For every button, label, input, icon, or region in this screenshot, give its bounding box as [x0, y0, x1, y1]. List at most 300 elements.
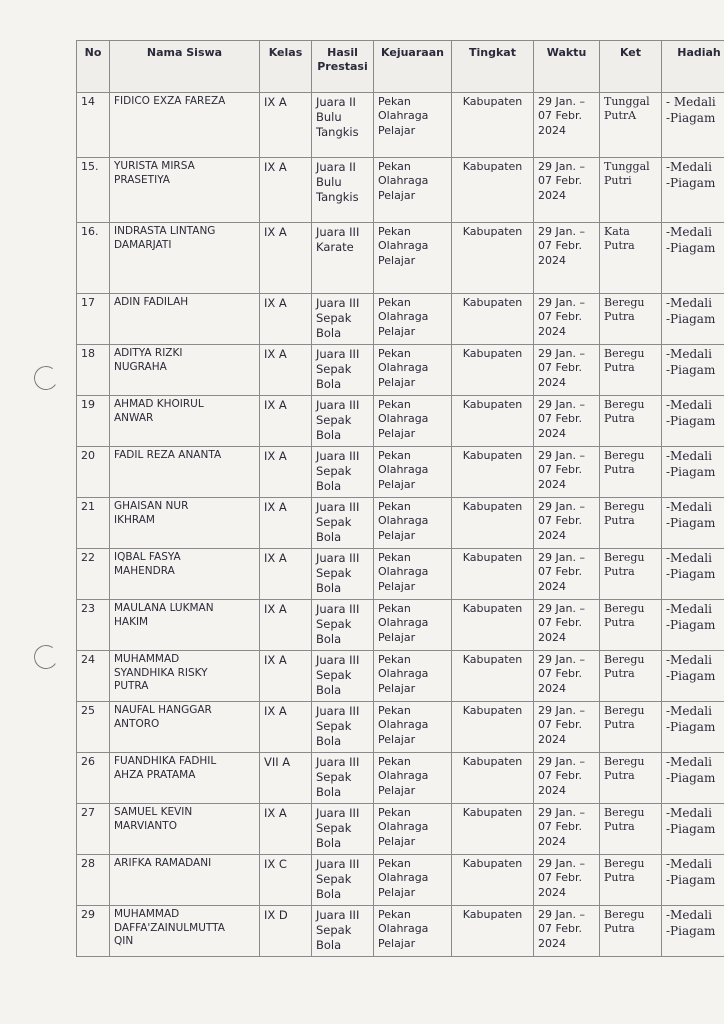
table-row: [77, 223, 724, 294]
cell-ket-text: Beregu Putra: [604, 449, 645, 477]
cell-hasil: [312, 223, 374, 294]
cell-kejuaraan: [374, 294, 452, 345]
cell-hasil-text: Juara III Sepak Bola: [316, 857, 360, 901]
table-row: [77, 549, 724, 600]
cell-ket: [600, 804, 662, 855]
cell-kejuaraan: [374, 447, 452, 498]
cell-waktu-text: 29 Jan. – 07 Febr. 2024: [538, 551, 585, 593]
cell-no-text: 21: [81, 500, 95, 513]
cell-hasil-text: Juara II Bulu Tangkis: [316, 95, 359, 139]
cell-no-text: 14: [81, 95, 95, 108]
table-row: [77, 753, 724, 804]
cell-kejuaraan-text: Pekan Olahraga Pelajar: [378, 857, 429, 899]
cell-ket-text: Beregu Putra: [604, 602, 645, 630]
cell-hadiah: [662, 906, 724, 957]
cell-waktu-text: 29 Jan. – 07 Febr. 2024: [538, 602, 585, 644]
cell-ket: [600, 549, 662, 600]
cell-waktu-text: 29 Jan. – 07 Febr. 2024: [538, 95, 585, 137]
cell-kejuaraan: [374, 223, 452, 294]
cell-kelas: [260, 549, 312, 600]
cell-kelas-text: IX A: [264, 500, 287, 514]
cell-hasil: [312, 294, 374, 345]
cell-no: [77, 855, 110, 906]
cell-tingkat: [452, 600, 534, 651]
cell-nama-text: SAMUEL KEVIN MARVIANTO: [114, 806, 193, 832]
cell-hadiah-text: - Medali -Piagam: [666, 95, 716, 125]
cell-ket-text: Beregu Putra: [604, 347, 645, 375]
cell-kelas-text: IX A: [264, 160, 287, 174]
cell-waktu-text: 29 Jan. – 07 Febr. 2024: [538, 500, 585, 542]
cell-kejuaraan-text: Pekan Olahraga Pelajar: [378, 755, 429, 797]
cell-tingkat-text: Kabupaten: [462, 704, 523, 717]
cell-tingkat: [452, 804, 534, 855]
cell-no-text: 19: [81, 398, 95, 411]
cell-no: [77, 345, 110, 396]
cell-waktu: [534, 702, 600, 753]
cell-tingkat-text: Kabupaten: [462, 806, 523, 819]
cell-hasil: [312, 804, 374, 855]
cell-kelas-text: IX A: [264, 449, 287, 463]
cell-kelas: [260, 345, 312, 396]
cell-kelas: [260, 223, 312, 294]
cell-waktu-text: 29 Jan. – 07 Febr. 2024: [538, 398, 585, 440]
cell-ket: [600, 600, 662, 651]
cell-nama: [110, 651, 260, 702]
cell-no: [77, 906, 110, 957]
cell-hasil: [312, 396, 374, 447]
header-hadiah: Hadiah: [662, 41, 724, 93]
cell-hasil-text: Juara III Sepak Bola: [316, 500, 360, 544]
cell-no-text: 27: [81, 806, 95, 819]
cell-waktu: [534, 158, 600, 223]
cell-kejuaraan-text: Pekan Olahraga Pelajar: [378, 398, 429, 440]
cell-no: [77, 223, 110, 294]
table-row: [77, 906, 724, 957]
header-nama-siswa: Nama Siswa: [110, 41, 260, 93]
cell-hadiah-text: -Medali -Piagam: [666, 398, 716, 428]
cell-hadiah: [662, 804, 724, 855]
cell-ket: [600, 447, 662, 498]
cell-ket: [600, 93, 662, 158]
cell-tingkat-text: Kabupaten: [462, 908, 523, 921]
cell-ket: [600, 702, 662, 753]
cell-no: [77, 753, 110, 804]
cell-hadiah: [662, 702, 724, 753]
cell-hasil: [312, 345, 374, 396]
cell-hadiah-text: -Medali -Piagam: [666, 602, 716, 632]
cell-ket: [600, 855, 662, 906]
cell-no-text: 17: [81, 296, 95, 309]
cell-tingkat-text: Kabupaten: [462, 857, 523, 870]
cell-waktu: [534, 549, 600, 600]
cell-kelas: [260, 906, 312, 957]
cell-kelas: [260, 804, 312, 855]
cell-nama: [110, 600, 260, 651]
cell-hadiah: [662, 223, 724, 294]
cell-kejuaraan: [374, 855, 452, 906]
cell-hasil: [312, 549, 374, 600]
cell-kejuaraan-text: Pekan Olahraga Pelajar: [378, 908, 429, 950]
cell-hasil-text: Juara III Sepak Bola: [316, 398, 360, 442]
cell-nama-text: ARIFKA RAMADANI: [114, 857, 212, 869]
cell-tingkat-text: Kabupaten: [462, 500, 523, 513]
cell-hasil: [312, 753, 374, 804]
cell-kelas: [260, 600, 312, 651]
cell-nama: [110, 158, 260, 223]
cell-tingkat: [452, 294, 534, 345]
cell-tingkat: [452, 549, 534, 600]
cell-waktu-text: 29 Jan. – 07 Febr. 2024: [538, 160, 585, 202]
cell-kejuaraan: [374, 345, 452, 396]
cell-hadiah-text: -Medali -Piagam: [666, 551, 716, 581]
cell-kelas: [260, 855, 312, 906]
cell-no-text: 23: [81, 602, 95, 615]
cell-kelas-text: VII A: [264, 755, 291, 769]
cell-nama: [110, 447, 260, 498]
cell-hasil: [312, 158, 374, 223]
cell-kejuaraan-text: Pekan Olahraga Pelajar: [378, 296, 429, 338]
cell-waktu-text: 29 Jan. – 07 Febr. 2024: [538, 225, 585, 267]
cell-ket-text: Beregu Putra: [604, 857, 645, 885]
cell-no-text: 15.: [81, 160, 99, 173]
cell-waktu-text: 29 Jan. – 07 Febr. 2024: [538, 704, 585, 746]
cell-tingkat: [452, 498, 534, 549]
cell-no-text: 18: [81, 347, 95, 360]
header-ket: Ket: [600, 41, 662, 93]
cell-kelas-text: IX C: [264, 857, 287, 871]
cell-hadiah-text: -Medali -Piagam: [666, 296, 716, 326]
cell-tingkat-text: Kabupaten: [462, 160, 523, 173]
cell-kelas-text: IX A: [264, 602, 287, 616]
cell-waktu: [534, 93, 600, 158]
cell-kejuaraan: [374, 804, 452, 855]
cell-hadiah-text: -Medali -Piagam: [666, 908, 716, 938]
cell-waktu: [534, 600, 600, 651]
cell-hasil-text: Juara III Sepak Bola: [316, 449, 360, 493]
cell-no: [77, 396, 110, 447]
cell-ket: [600, 906, 662, 957]
cell-tingkat-text: Kabupaten: [462, 347, 523, 360]
cell-tingkat: [452, 651, 534, 702]
header-no: No: [77, 41, 110, 93]
cell-tingkat: [452, 345, 534, 396]
cell-hadiah: [662, 158, 724, 223]
cell-hasil-text: Juara III Sepak Bola: [316, 908, 360, 952]
cell-hadiah-text: -Medali -Piagam: [666, 704, 716, 734]
cell-kejuaraan-text: Pekan Olahraga Pelajar: [378, 653, 429, 695]
cell-ket-text: Beregu Putra: [604, 755, 645, 783]
cell-nama: [110, 753, 260, 804]
cell-kejuaraan: [374, 651, 452, 702]
cell-kelas-text: IX A: [264, 296, 287, 310]
cell-no: [77, 651, 110, 702]
cell-kejuaraan-text: Pekan Olahraga Pelajar: [378, 704, 429, 746]
cell-nama-text: IQBAL FASYA MAHENDRA: [114, 551, 181, 577]
cell-kejuaraan: [374, 549, 452, 600]
cell-nama-text: YURISTA MIRSA PRASETIYA: [114, 160, 195, 186]
cell-nama: [110, 702, 260, 753]
header-waktu: Waktu: [534, 41, 600, 93]
cell-no: [77, 804, 110, 855]
cell-hadiah: [662, 396, 724, 447]
cell-kejuaraan-text: Pekan Olahraga Pelajar: [378, 449, 429, 491]
cell-tingkat-text: Kabupaten: [462, 755, 523, 768]
cell-no: [77, 93, 110, 158]
cell-ket-text: Beregu Putra: [604, 296, 645, 324]
cell-hasil-text: Juara III Sepak Bola: [316, 755, 360, 799]
cell-ket-text: Beregu Putra: [604, 653, 645, 681]
cell-no-text: 29: [81, 908, 95, 921]
cell-tingkat-text: Kabupaten: [462, 602, 523, 615]
cell-waktu: [534, 906, 600, 957]
cell-tingkat-text: Kabupaten: [462, 449, 523, 462]
cell-tingkat-text: Kabupaten: [462, 398, 523, 411]
table-row: [77, 396, 724, 447]
cell-kelas-text: IX A: [264, 225, 287, 239]
table-row: [77, 600, 724, 651]
cell-kejuaraan-text: Pekan Olahraga Pelajar: [378, 95, 429, 137]
cell-ket-text: Tunggal Putri: [604, 160, 650, 188]
header-kejuaraan: Kejuaraan: [374, 41, 452, 93]
cell-nama: [110, 804, 260, 855]
cell-tingkat: [452, 93, 534, 158]
cell-kelas: [260, 396, 312, 447]
cell-hasil-text: Juara III Sepak Bola: [316, 653, 360, 697]
cell-waktu-text: 29 Jan. – 07 Febr. 2024: [538, 296, 585, 338]
cell-ket-text: Beregu Putra: [604, 704, 645, 732]
cell-ket-text: Beregu Putra: [604, 806, 645, 834]
cell-kelas: [260, 447, 312, 498]
cell-hasil: [312, 498, 374, 549]
cell-hasil-text: Juara III Karate: [316, 225, 360, 254]
cell-no-text: 22: [81, 551, 95, 564]
cell-nama-text: GHAISAN NUR IKHRAM: [114, 500, 189, 526]
cell-tingkat-text: Kabupaten: [462, 225, 523, 238]
cell-kejuaraan: [374, 600, 452, 651]
cell-hasil: [312, 93, 374, 158]
cell-nama-text: FADIL REZA ANANTA: [114, 449, 222, 461]
cell-hadiah-text: -Medali -Piagam: [666, 653, 716, 683]
cell-tingkat: [452, 447, 534, 498]
cell-waktu-text: 29 Jan. – 07 Febr. 2024: [538, 653, 585, 695]
punch-hole-mark: [32, 643, 60, 671]
cell-tingkat: [452, 906, 534, 957]
cell-no: [77, 294, 110, 345]
cell-hadiah: [662, 294, 724, 345]
cell-nama: [110, 396, 260, 447]
table-row: [77, 158, 724, 223]
cell-kelas-text: IX A: [264, 806, 287, 820]
cell-waktu: [534, 294, 600, 345]
cell-ket-text: Kata Putra: [604, 225, 635, 253]
cell-nama-text: NAUFAL HANGGAR ANTORO: [114, 704, 212, 730]
cell-kelas-text: IX A: [264, 95, 287, 109]
cell-waktu-text: 29 Jan. – 07 Febr. 2024: [538, 806, 585, 848]
cell-no-text: 24: [81, 653, 95, 666]
cell-hasil-text: Juara III Sepak Bola: [316, 704, 360, 748]
cell-hasil-text: Juara II Bulu Tangkis: [316, 160, 359, 204]
cell-tingkat: [452, 702, 534, 753]
cell-hadiah: [662, 345, 724, 396]
table-row: [77, 651, 724, 702]
punch-hole-mark: [32, 364, 60, 392]
cell-kejuaraan: [374, 702, 452, 753]
cell-ket: [600, 158, 662, 223]
cell-nama: [110, 223, 260, 294]
cell-waktu-text: 29 Jan. – 07 Febr. 2024: [538, 449, 585, 491]
cell-kejuaraan: [374, 93, 452, 158]
table-row: [77, 702, 724, 753]
cell-waktu: [534, 753, 600, 804]
cell-nama: [110, 294, 260, 345]
cell-nama-text: FUANDHIKA FADHIL AHZA PRATAMA: [114, 755, 217, 781]
cell-tingkat: [452, 158, 534, 223]
cell-tingkat-text: Kabupaten: [462, 296, 523, 309]
student-achievement-table: [76, 40, 724, 957]
cell-nama-text: FIDICO EXZA FAREZA: [114, 95, 226, 107]
cell-waktu: [534, 447, 600, 498]
cell-kejuaraan-text: Pekan Olahraga Pelajar: [378, 806, 429, 848]
cell-nama: [110, 855, 260, 906]
cell-tingkat: [452, 223, 534, 294]
cell-waktu-text: 29 Jan. – 07 Febr. 2024: [538, 755, 585, 797]
cell-kejuaraan-text: Pekan Olahraga Pelajar: [378, 602, 429, 644]
cell-no: [77, 549, 110, 600]
cell-no: [77, 158, 110, 223]
header-hasil-prestasi: [312, 41, 374, 93]
cell-tingkat: [452, 753, 534, 804]
cell-kelas-text: IX A: [264, 347, 287, 361]
header-kelas: Kelas: [260, 41, 312, 93]
cell-nama: [110, 498, 260, 549]
cell-kelas: [260, 158, 312, 223]
cell-no: [77, 498, 110, 549]
cell-hadiah-text: -Medali -Piagam: [666, 500, 716, 530]
cell-tingkat: [452, 855, 534, 906]
cell-hasil-text: Juara III Sepak Bola: [316, 806, 360, 850]
cell-waktu: [534, 223, 600, 294]
cell-hadiah-text: -Medali -Piagam: [666, 347, 716, 377]
cell-kelas-text: IX A: [264, 704, 287, 718]
cell-no: [77, 600, 110, 651]
cell-waktu-text: 29 Jan. – 07 Febr. 2024: [538, 347, 585, 389]
table-row: [77, 498, 724, 549]
cell-kejuaraan-text: Pekan Olahraga Pelajar: [378, 500, 429, 542]
cell-ket-text: Beregu Putra: [604, 908, 645, 936]
cell-hadiah: [662, 549, 724, 600]
table-row: [77, 345, 724, 396]
cell-ket-text: Beregu Putra: [604, 398, 645, 426]
cell-ket: [600, 294, 662, 345]
cell-tingkat-text: Kabupaten: [462, 653, 523, 666]
cell-waktu: [534, 651, 600, 702]
cell-ket-text: Beregu Putra: [604, 500, 645, 528]
cell-kejuaraan: [374, 396, 452, 447]
cell-waktu: [534, 345, 600, 396]
cell-ket: [600, 345, 662, 396]
cell-ket-text: Tunggal PutrA: [604, 95, 650, 123]
cell-nama-text: ADIN FADILAH: [114, 296, 189, 308]
cell-nama-text: INDRASTA LINTANG DAMARJATI: [114, 225, 216, 251]
cell-kelas-text: IX D: [264, 908, 288, 922]
cell-hadiah: [662, 600, 724, 651]
cell-hadiah-text: -Medali -Piagam: [666, 160, 716, 190]
cell-kelas: [260, 294, 312, 345]
cell-nama-text: MUHAMMAD DAFFA'ZAINULMUTTA QIN: [114, 908, 225, 948]
cell-kejuaraan: [374, 158, 452, 223]
cell-hadiah-text: -Medali -Piagam: [666, 449, 716, 479]
cell-hadiah-text: -Medali -Piagam: [666, 225, 716, 255]
cell-waktu: [534, 804, 600, 855]
table-row: [77, 855, 724, 906]
cell-waktu: [534, 855, 600, 906]
cell-kejuaraan: [374, 498, 452, 549]
header-tingkat: Tingkat: [452, 41, 534, 93]
cell-kejuaraan: [374, 906, 452, 957]
cell-nama-text: ADITYA RIZKI NUGRAHA: [114, 347, 183, 373]
cell-nama: [110, 549, 260, 600]
cell-no-text: 20: [81, 449, 95, 462]
table-row: [77, 804, 724, 855]
cell-no: [77, 447, 110, 498]
cell-kelas-text: IX A: [264, 551, 287, 565]
cell-kelas: [260, 753, 312, 804]
cell-hadiah: [662, 651, 724, 702]
header-hasil-prestasi-text: Hasil Prestasi: [317, 46, 368, 74]
cell-waktu-text: 29 Jan. – 07 Febr. 2024: [538, 857, 585, 899]
cell-ket: [600, 498, 662, 549]
cell-hadiah-text: -Medali -Piagam: [666, 806, 716, 836]
cell-kelas: [260, 93, 312, 158]
cell-hasil-text: Juara III Sepak Bola: [316, 551, 360, 595]
cell-kejuaraan-text: Pekan Olahraga Pelajar: [378, 160, 429, 202]
cell-hasil: [312, 702, 374, 753]
cell-ket-text: Beregu Putra: [604, 551, 645, 579]
cell-kelas: [260, 702, 312, 753]
cell-nama: [110, 93, 260, 158]
cell-kelas-text: IX A: [264, 653, 287, 667]
cell-hasil-text: Juara III Sepak Bola: [316, 602, 360, 646]
cell-no-text: 25: [81, 704, 95, 717]
cell-kejuaraan-text: Pekan Olahraga Pelajar: [378, 551, 429, 593]
cell-nama-text: MUHAMMAD SYANDHIKA RISKY PUTRA: [114, 653, 208, 693]
cell-tingkat-text: Kabupaten: [462, 551, 523, 564]
cell-tingkat: [452, 396, 534, 447]
cell-kejuaraan-text: Pekan Olahraga Pelajar: [378, 347, 429, 389]
cell-waktu-text: 29 Jan. – 07 Febr. 2024: [538, 908, 585, 950]
cell-no: [77, 702, 110, 753]
cell-hasil: [312, 600, 374, 651]
cell-kejuaraan: [374, 753, 452, 804]
cell-ket: [600, 651, 662, 702]
table-row: [77, 93, 724, 158]
cell-hasil-text: Juara III Sepak Bola: [316, 296, 360, 340]
cell-ket: [600, 753, 662, 804]
cell-nama: [110, 906, 260, 957]
cell-waktu: [534, 396, 600, 447]
cell-nama: [110, 345, 260, 396]
table-header-row: [77, 41, 724, 93]
cell-kelas: [260, 498, 312, 549]
cell-hasil: [312, 651, 374, 702]
cell-hadiah: [662, 447, 724, 498]
table-row: [77, 447, 724, 498]
cell-no-text: 28: [81, 857, 95, 870]
cell-hasil: [312, 855, 374, 906]
cell-hadiah: [662, 855, 724, 906]
cell-kejuaraan-text: Pekan Olahraga Pelajar: [378, 225, 429, 267]
cell-waktu: [534, 498, 600, 549]
